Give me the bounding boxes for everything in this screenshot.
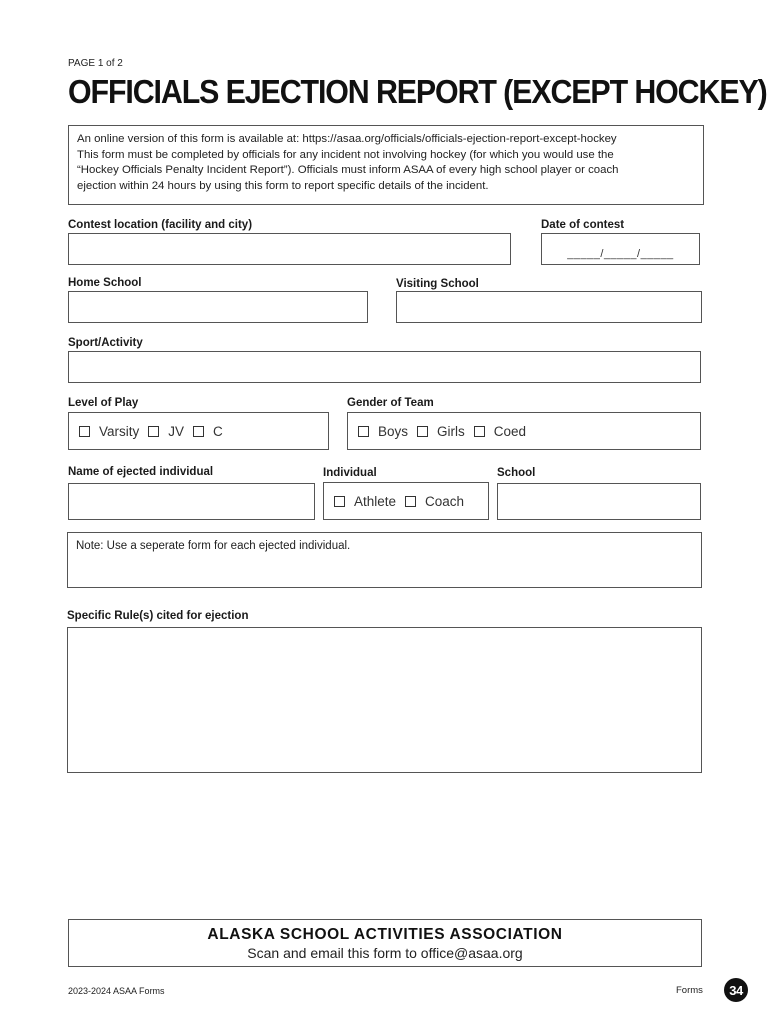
page-number-badge: 34 [724,978,748,1002]
date-placeholder: _____/_____/_____ [567,248,674,260]
rules-cited-label: Specific Rule(s) cited for ejection [67,610,249,622]
visiting-school-field[interactable] [396,291,702,323]
intro-line: This form must be completed by officials for any incident not involving hockey (for which you would use the [77,148,614,161]
date-field[interactable] [541,233,700,265]
checkbox-icon[interactable] [474,426,485,437]
option-label: Athlete [354,493,397,509]
ejected-name-field[interactable] [68,483,315,520]
gender-of-team-label: Gender of Team [347,397,434,409]
submission-instruction: Scan and email this form to office@asaa.org [247,945,523,961]
level-option-jv[interactable] [148,424,184,439]
checkbox-icon[interactable] [405,496,416,507]
rules-cited-field[interactable] [67,627,702,773]
school-label: School [497,467,536,479]
page-indicator: PAGE 1 of 2 [68,58,123,69]
option-label: Girls [437,423,465,439]
checkbox-icon[interactable] [334,496,345,507]
page-title: OFFICIALS EJECTION REPORT (EXCEPT HOCKEY) [68,73,767,110]
level-of-play-label: Level of Play [68,397,139,409]
individual-option-coach[interactable] [405,494,464,509]
checkbox-icon[interactable] [148,426,159,437]
option-label: Coed [493,423,527,439]
checkbox-icon[interactable] [193,426,204,437]
option-label: JV [168,423,185,439]
contest-location-label: Contest location (facility and city) [68,219,253,231]
gender-of-team-group [347,412,701,450]
intro-line: ejection within 24 hours by using this form to report specific details of the incident. [77,179,489,192]
option-label: Boys [378,423,409,439]
intro-box [68,125,704,205]
intro-line: “Hockey Officials Penalty Incident Report”). Officials must inform ASAA of every high school player or coach [77,164,619,176]
note-text: Note: Use a seperate form for each ejected individual. [76,540,351,552]
section-label: Forms [676,985,703,996]
gender-option-girls[interactable] [417,424,465,439]
sport-label: Sport/Activity [68,337,143,349]
option-label: Varsity [99,423,140,439]
sport-field[interactable] [68,351,701,383]
option-label: C [213,423,223,439]
edition-label: 2023-2024 ASAA Forms [68,986,165,996]
checkbox-icon[interactable] [79,426,90,437]
option-label: Coach [425,493,465,509]
gender-option-boys[interactable] [358,424,408,439]
home-school-label: Home School [68,277,142,289]
organization-name: ALASKA SCHOOL ACTIVITIES ASSOCIATION [207,926,563,943]
date-label: Date of contest [541,219,625,231]
checkbox-icon[interactable] [358,426,369,437]
gender-option-coed[interactable] [474,424,526,439]
individual-label: Individual [323,467,377,479]
level-option-varsity[interactable] [79,424,139,439]
ejected-name-label: Name of ejected individual [68,466,214,478]
level-option-c[interactable] [193,424,223,439]
intro-line: An online version of this form is available at: https://asaa.org/officials/officials-ejection-report-except-hockey [77,133,617,145]
school-field[interactable] [497,483,701,520]
individual-type-group [323,482,489,520]
visiting-school-label: Visiting School [396,278,479,290]
level-of-play-group [68,412,329,450]
contest-location-field[interactable] [68,233,511,265]
note-box [67,532,702,588]
home-school-field[interactable] [68,291,368,323]
individual-option-athlete[interactable] [334,494,396,509]
footer-box [68,919,702,967]
checkbox-icon[interactable] [417,426,428,437]
